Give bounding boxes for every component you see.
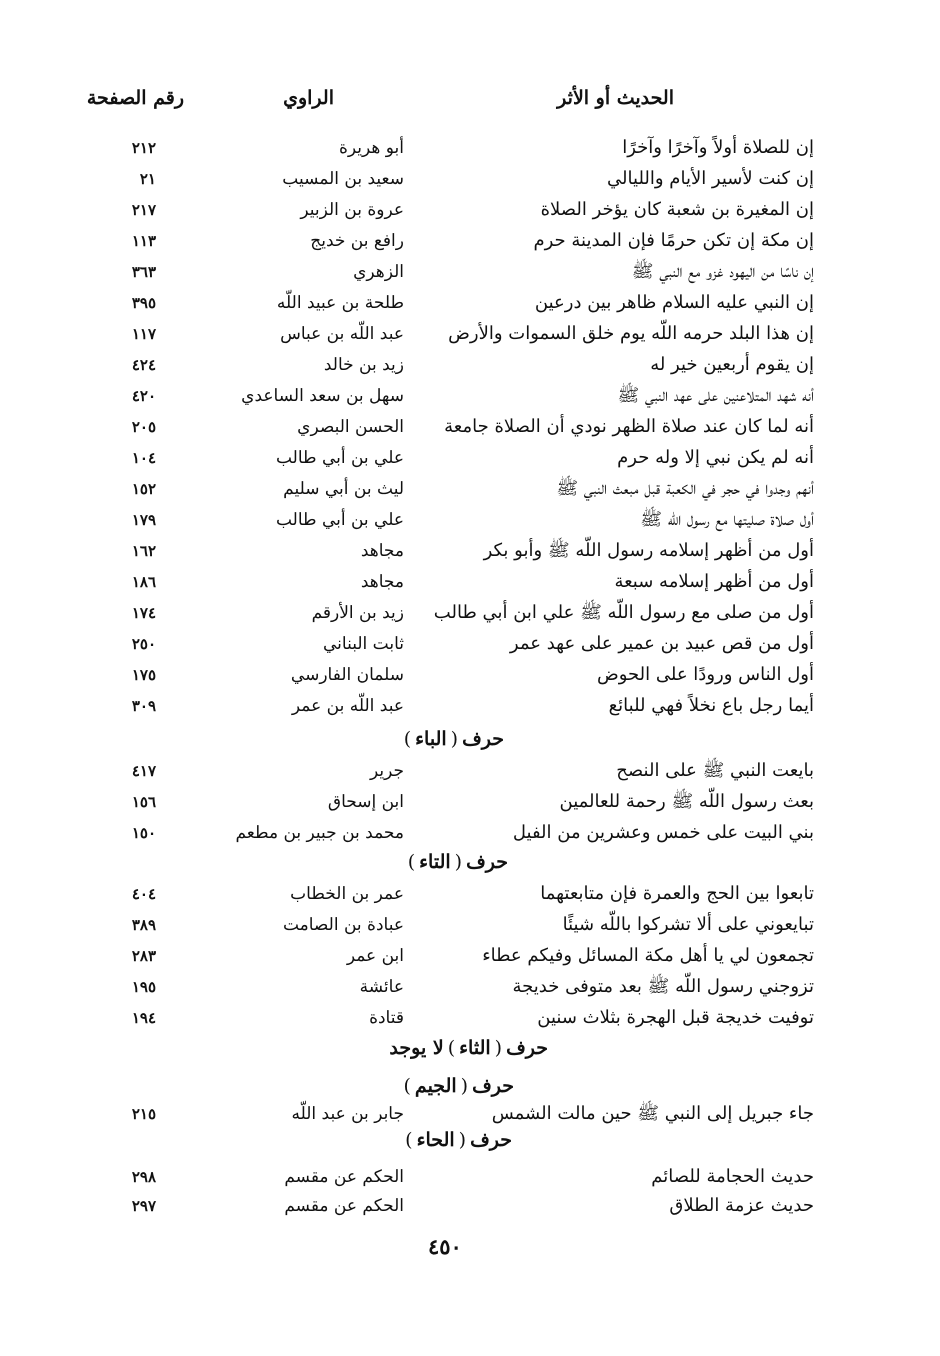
- rawi-name: عبادة بن الصامت: [282, 915, 404, 935]
- table-row: [0, 164, 940, 194]
- table-row: [0, 567, 940, 597]
- page-ref: ١٠٤: [131, 449, 156, 467]
- page-ref: ١١٣: [131, 232, 156, 250]
- section-letter: الحاء: [416, 1129, 455, 1151]
- page-ref: ٣٠٩: [131, 697, 156, 715]
- hadith-text: أنهم وجدوا في حجر في الكعبة قبل مبعث النبي ﷺ: [556, 478, 814, 499]
- hadith-text: تجمعون لي يا أهل مكة المسائل وفيكم عطاء: [482, 945, 814, 966]
- table-row: [0, 443, 940, 473]
- table-row: [0, 787, 940, 817]
- rawi-name: ابن عمر: [346, 946, 404, 966]
- rawi-name: ابن إسحاق: [327, 792, 404, 812]
- rawi-name: عبد اللّه بن عمر: [291, 696, 404, 716]
- hadith-text: إن يقوم أربعين خير له: [650, 354, 814, 375]
- page-ref: ٣٩٥: [131, 294, 156, 312]
- table-row: [0, 598, 940, 628]
- page-ref: ٣٨٩: [131, 916, 156, 934]
- page-ref: ٢٥٠: [131, 635, 156, 653]
- section-heading: حرف(الثاء)لا يوجد: [389, 1037, 548, 1059]
- table-row: [0, 474, 940, 504]
- hadith-text: أول صلاة صليتها مع رسول اللّه ﷺ: [640, 509, 814, 530]
- rawi-name: محمد بن جبير بن مطعم: [235, 823, 404, 843]
- section-letter: الباء: [415, 728, 447, 750]
- rawi-name: جرير: [370, 761, 404, 781]
- rawi-name: علي بن أبي طالب: [275, 448, 404, 468]
- page-ref: ٢٨٣: [131, 947, 156, 965]
- hadith-text: تابعوا بين الحج والعمرة فإن متابعتهما: [540, 883, 814, 904]
- rawi-name: جابر بن عبد اللّه: [291, 1104, 404, 1124]
- page-ref: ١٨٦: [131, 573, 156, 591]
- hadith-text: أنه لم يكن نبي إلا وله حرم: [617, 447, 814, 468]
- page-ref: ٢٠٥: [131, 418, 156, 436]
- header-page-number: رقم الصفحة: [86, 87, 184, 109]
- table-row: [0, 879, 940, 909]
- table-row: [0, 536, 940, 566]
- table-row: [0, 381, 940, 411]
- hadith-text: إن ناسًا من اليهود غزو مع النبي ﷺ: [631, 261, 814, 282]
- table-row: [0, 226, 940, 256]
- section-letter: الجيم: [414, 1075, 457, 1097]
- rawi-name: زيد بن خالد: [323, 355, 404, 375]
- page-ref: ٢١: [139, 170, 156, 188]
- rawi-name: عبد اللّه بن عباس: [280, 324, 404, 344]
- table-row: [0, 350, 940, 380]
- page-ref: ٣٦٣: [131, 263, 156, 281]
- page-number: ٤٥٠: [428, 1234, 462, 1259]
- hadith-text: أول من أظهر إسلامه سبعة: [614, 571, 814, 592]
- page-ref: ٢٩٧: [131, 1197, 156, 1215]
- page-ref: ١١٧: [131, 325, 156, 343]
- page-ref: ٢١٧: [131, 201, 156, 219]
- rawi-name: الحسن البصري: [297, 417, 404, 437]
- rawi-name: أبو هريرة: [338, 138, 404, 158]
- page-ref: ٤١٧: [131, 762, 156, 780]
- page-ref: ١٧٩: [131, 511, 156, 529]
- hadith-text: إن المغيرة بن شعبة كان يؤخر الصلاة: [540, 199, 814, 220]
- page-ref: ١٥٦: [131, 793, 156, 811]
- page-ref: ١٥٠: [131, 824, 156, 842]
- hadith-text: إن كنت لأسير الأيام والليالي: [607, 168, 814, 189]
- page-ref: ٤٠٤: [131, 885, 156, 903]
- page-ref: ١٩٥: [131, 978, 156, 996]
- hadith-text: أول من أظهر إسلامه رسول اللّه ﷺ وأبو بكر: [483, 540, 814, 561]
- page-ref: ١٧٥: [131, 666, 156, 684]
- hadith-text: إن للصلاة أولاً وآخرًا وآخرًا: [622, 137, 814, 158]
- rawi-name: ثابت البناني: [323, 634, 404, 654]
- page-ref: ٢٩٨: [131, 1168, 156, 1186]
- hadith-text: أيما رجل باع نخلاً فهي للبائع: [608, 695, 814, 716]
- hadith-text: جاء جبريل إلى النبي ﷺ حين مالت الشمس: [491, 1103, 814, 1124]
- hadith-text: توفيت خديجة قبل الهجرة بثلاث سنين: [537, 1007, 814, 1028]
- hadith-text: بني البيت على خمس وعشرين من الفيل: [512, 822, 814, 843]
- hadith-text: أنه لما كان عند صلاة الظهر نودي أن الصلاة جامعة: [444, 416, 814, 437]
- section-heading: حرف(التاء): [407, 851, 508, 873]
- rawi-name: قتادة: [369, 1008, 404, 1028]
- page-ref: ٤٢٤: [131, 356, 156, 374]
- table-row: [0, 910, 940, 940]
- hadith-text: تزوجني رسول اللّه ﷺ بعد متوفى خديجة: [512, 976, 814, 997]
- hadith-text: إن النبي عليه السلام ظاهر بين درعين: [534, 292, 814, 313]
- rawi-name: علي بن أبي طالب: [275, 510, 404, 530]
- section-harf: حرف: [472, 1075, 514, 1097]
- section-heading: حرف(الباء): [403, 728, 504, 750]
- hadith-text: حديث الحجامة للصائم: [651, 1166, 814, 1187]
- section-harf: حرف: [470, 1129, 512, 1151]
- rawi-name: الحكم عن مقسم: [284, 1196, 404, 1216]
- table-row: [0, 257, 940, 287]
- rawi-name: سلمان الفارسي: [290, 665, 404, 685]
- section-letter: التاء: [419, 851, 451, 873]
- table-row: [0, 629, 940, 659]
- hadith-text: أنه شهد المتلاعنين على عهد النبي ﷺ: [617, 385, 814, 406]
- page-ref: ١٩٤: [131, 1009, 156, 1027]
- rawi-name: عمر بن الخطاب: [290, 884, 404, 904]
- rawi-name: رافع بن خديج: [310, 231, 404, 251]
- table-row: [0, 1099, 940, 1129]
- hadith-text: بعث رسول اللّه ﷺ رحمة للعالمين: [559, 791, 814, 812]
- rawi-name: ليث بن أبي سليم: [283, 479, 404, 499]
- table-row: [0, 660, 940, 690]
- rawi-name: مجاهد: [360, 572, 404, 592]
- header-hadith: الحديث أو الأثر: [557, 87, 674, 109]
- table-row: [0, 412, 940, 442]
- section-harf: حرف: [462, 728, 504, 750]
- hadith-text: تبايعوني على ألا تشركوا باللّه شيئًا: [562, 914, 814, 935]
- page-ref: ٢١٢: [131, 139, 156, 157]
- hadith-text: أول من صلى مع رسول اللّه ﷺ علي ابن أبي طالب: [433, 602, 814, 623]
- section-heading: حرف(الحاء): [405, 1129, 512, 1151]
- rawi-name: سعيد بن المسيب: [282, 169, 404, 189]
- table-row: [0, 818, 940, 848]
- table-row: [0, 319, 940, 349]
- section-letter: الثاء: [459, 1037, 491, 1059]
- table-row: [0, 1191, 940, 1221]
- table-row: [0, 941, 940, 971]
- table-row: [0, 133, 940, 163]
- section-note: لا يوجد: [389, 1037, 444, 1059]
- hadith-text: بايعت النبي ﷺ على النصح: [616, 760, 814, 781]
- rawi-name: الحكم عن مقسم: [284, 1167, 404, 1187]
- table-row: [0, 1162, 940, 1192]
- rawi-name: عائشة: [359, 977, 404, 997]
- rawi-name: زيد بن الأرقم: [311, 603, 404, 623]
- table-row: [0, 972, 940, 1002]
- page-ref: ٢١٥: [131, 1105, 156, 1123]
- table-row: [0, 756, 940, 786]
- table-row: [0, 195, 940, 225]
- section-heading: حرف(الجيم): [403, 1075, 514, 1097]
- table-row: [0, 505, 940, 535]
- hadith-text: إن مكة إن تكن حرمًا فإن المدينة حرم: [533, 230, 814, 251]
- hadith-text: إن هذا البلد حرمه اللّه يوم خلق السموات والأرض: [448, 323, 814, 344]
- section-harf: حرف: [466, 851, 508, 873]
- table-row: [0, 1003, 940, 1033]
- rawi-name: طلحة بن عبيد اللّه: [276, 293, 404, 313]
- page-ref: ٤٢٠: [131, 387, 156, 405]
- rawi-name: مجاهد: [360, 541, 404, 561]
- page-ref: ١٦٢: [131, 542, 156, 560]
- header-rawi: الراوي: [283, 87, 334, 109]
- rawi-name: عروة بن الزبير: [300, 200, 404, 220]
- page-ref: ١٧٤: [131, 604, 156, 622]
- hadith-text: أول الناس ورودًا على الحوض: [597, 664, 814, 685]
- section-harf: حرف: [506, 1037, 548, 1059]
- rawi-name: الزهري: [353, 262, 404, 282]
- table-row: [0, 288, 940, 318]
- hadith-text: أول من قص عبيد بن عمير على عهد عمر: [509, 633, 814, 654]
- hadith-text: حديث عزمة الطلاق: [669, 1195, 814, 1216]
- page-ref: ١٥٢: [131, 480, 156, 498]
- table-row: [0, 691, 940, 721]
- rawi-name: سهل بن سعد الساعدي: [241, 386, 404, 406]
